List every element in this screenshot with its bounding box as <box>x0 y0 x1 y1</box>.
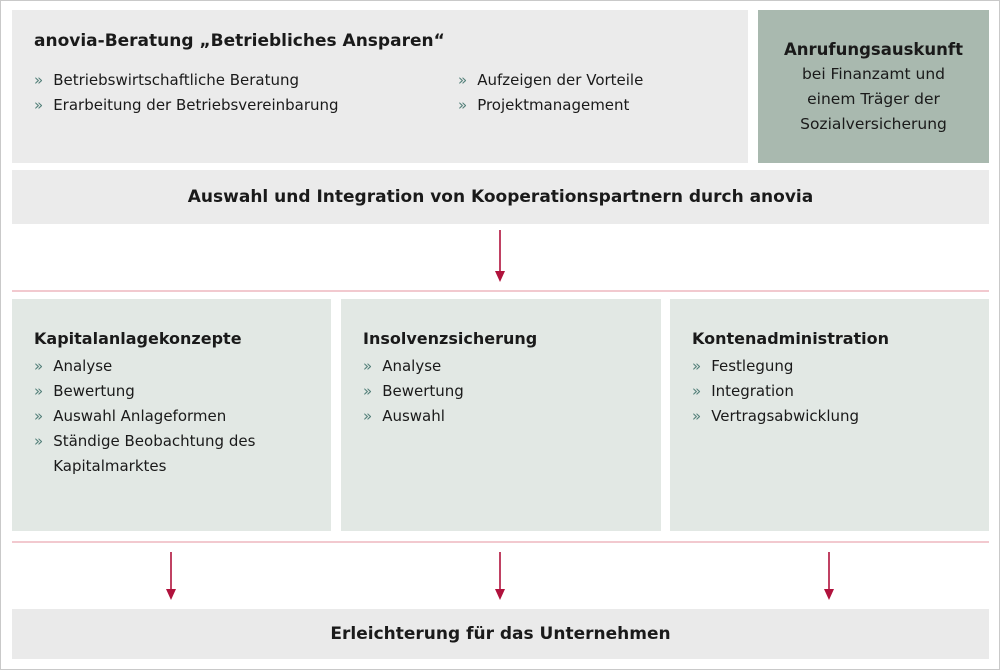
list-item-label: Projektmanagement <box>477 96 630 114</box>
anrufungsauskunft-box <box>758 10 989 163</box>
chevron-icon: » <box>34 432 44 450</box>
chevron-icon: » <box>458 96 468 114</box>
anrufungsauskunft-line: einem Träger der <box>807 89 940 108</box>
list-item <box>692 379 971 404</box>
chevron-icon: » <box>363 407 373 425</box>
anrufungsauskunft-line: Sozialversicherung <box>800 114 947 133</box>
down-arrow-icon <box>492 230 508 282</box>
list-item <box>34 379 313 404</box>
list-item-label: Ständige Beobachtung des Kapitalmarktes <box>53 432 256 475</box>
list-item-label: Bewertung <box>382 382 464 400</box>
list-item <box>34 429 313 479</box>
list-item <box>363 354 643 379</box>
anrufungsauskunft-line: bei Finanzamt und <box>801 64 946 83</box>
list-item-label: Auswahl Anlageformen <box>53 407 227 425</box>
list-item <box>34 354 313 379</box>
chevron-icon: » <box>363 357 373 375</box>
chevron-icon: » <box>34 71 44 89</box>
column-list <box>34 354 313 479</box>
list-item-label: Erarbeitung der Betriebsvereinbarung <box>53 96 339 114</box>
list-item-label: Festlegung <box>711 357 794 375</box>
anovia-beratung-box <box>12 10 748 163</box>
beratung-list-left <box>34 68 458 118</box>
column-list <box>692 354 971 429</box>
anovia-beratung-title: anovia-Beratung „Betriebliches Ansparen“ <box>34 31 445 51</box>
down-arrow-icon <box>163 552 179 600</box>
list-item-label: Auswahl <box>382 407 445 425</box>
list-item <box>458 68 643 93</box>
column-title: Kapitalanlagekonzepte <box>34 329 242 348</box>
list-item-label: Aufzeigen der Vorteile <box>477 71 644 89</box>
kooperationspartner-banner <box>12 170 989 224</box>
list-item-label: Betriebswirtschaftliche Beratung <box>53 71 300 89</box>
column-title: Kontenadministration <box>692 329 890 348</box>
chevron-icon: » <box>34 357 44 375</box>
chevron-icon: » <box>363 382 373 400</box>
chevron-icon: » <box>458 71 468 89</box>
list-item <box>458 93 643 118</box>
list-item <box>692 354 971 379</box>
beratung-list-right <box>458 68 643 118</box>
list-item-label: Analyse <box>382 357 442 375</box>
down-arrow-icon <box>492 552 508 600</box>
list-item <box>363 379 643 404</box>
anovia-beratung-columns <box>34 68 726 118</box>
list-item <box>34 404 313 429</box>
column-title: Insolvenzsicherung <box>363 329 538 348</box>
kontenadministration-box <box>670 299 989 531</box>
down-arrow-icon <box>821 552 837 600</box>
chevron-icon: » <box>692 382 702 400</box>
list-item <box>34 68 458 93</box>
separator-line <box>12 290 989 292</box>
chevron-icon: » <box>34 382 44 400</box>
footer-label: Erleichterung für das Unternehmen <box>330 624 671 644</box>
chevron-icon: » <box>34 96 44 114</box>
insolvenzsicherung-box <box>341 299 661 531</box>
chevron-icon: » <box>692 407 702 425</box>
separator-line <box>12 541 989 543</box>
chevron-icon: » <box>34 407 44 425</box>
list-item-label: Bewertung <box>53 382 135 400</box>
erleichterung-footer-bar <box>12 609 989 659</box>
list-item <box>692 404 971 429</box>
column-list <box>363 354 643 429</box>
banner-label: Auswahl und Integration von Kooperationspartnern durch anovia <box>187 187 814 207</box>
list-item <box>34 93 458 118</box>
chevron-icon: » <box>692 357 702 375</box>
list-item-label: Analyse <box>53 357 113 375</box>
kapitalanlagekonzepte-box <box>12 299 331 531</box>
list-item-label: Vertragsabwicklung <box>711 407 860 425</box>
list-item-label: Integration <box>711 382 794 400</box>
anrufungsauskunft-title: Anrufungsauskunft <box>784 39 963 59</box>
list-item <box>363 404 643 429</box>
